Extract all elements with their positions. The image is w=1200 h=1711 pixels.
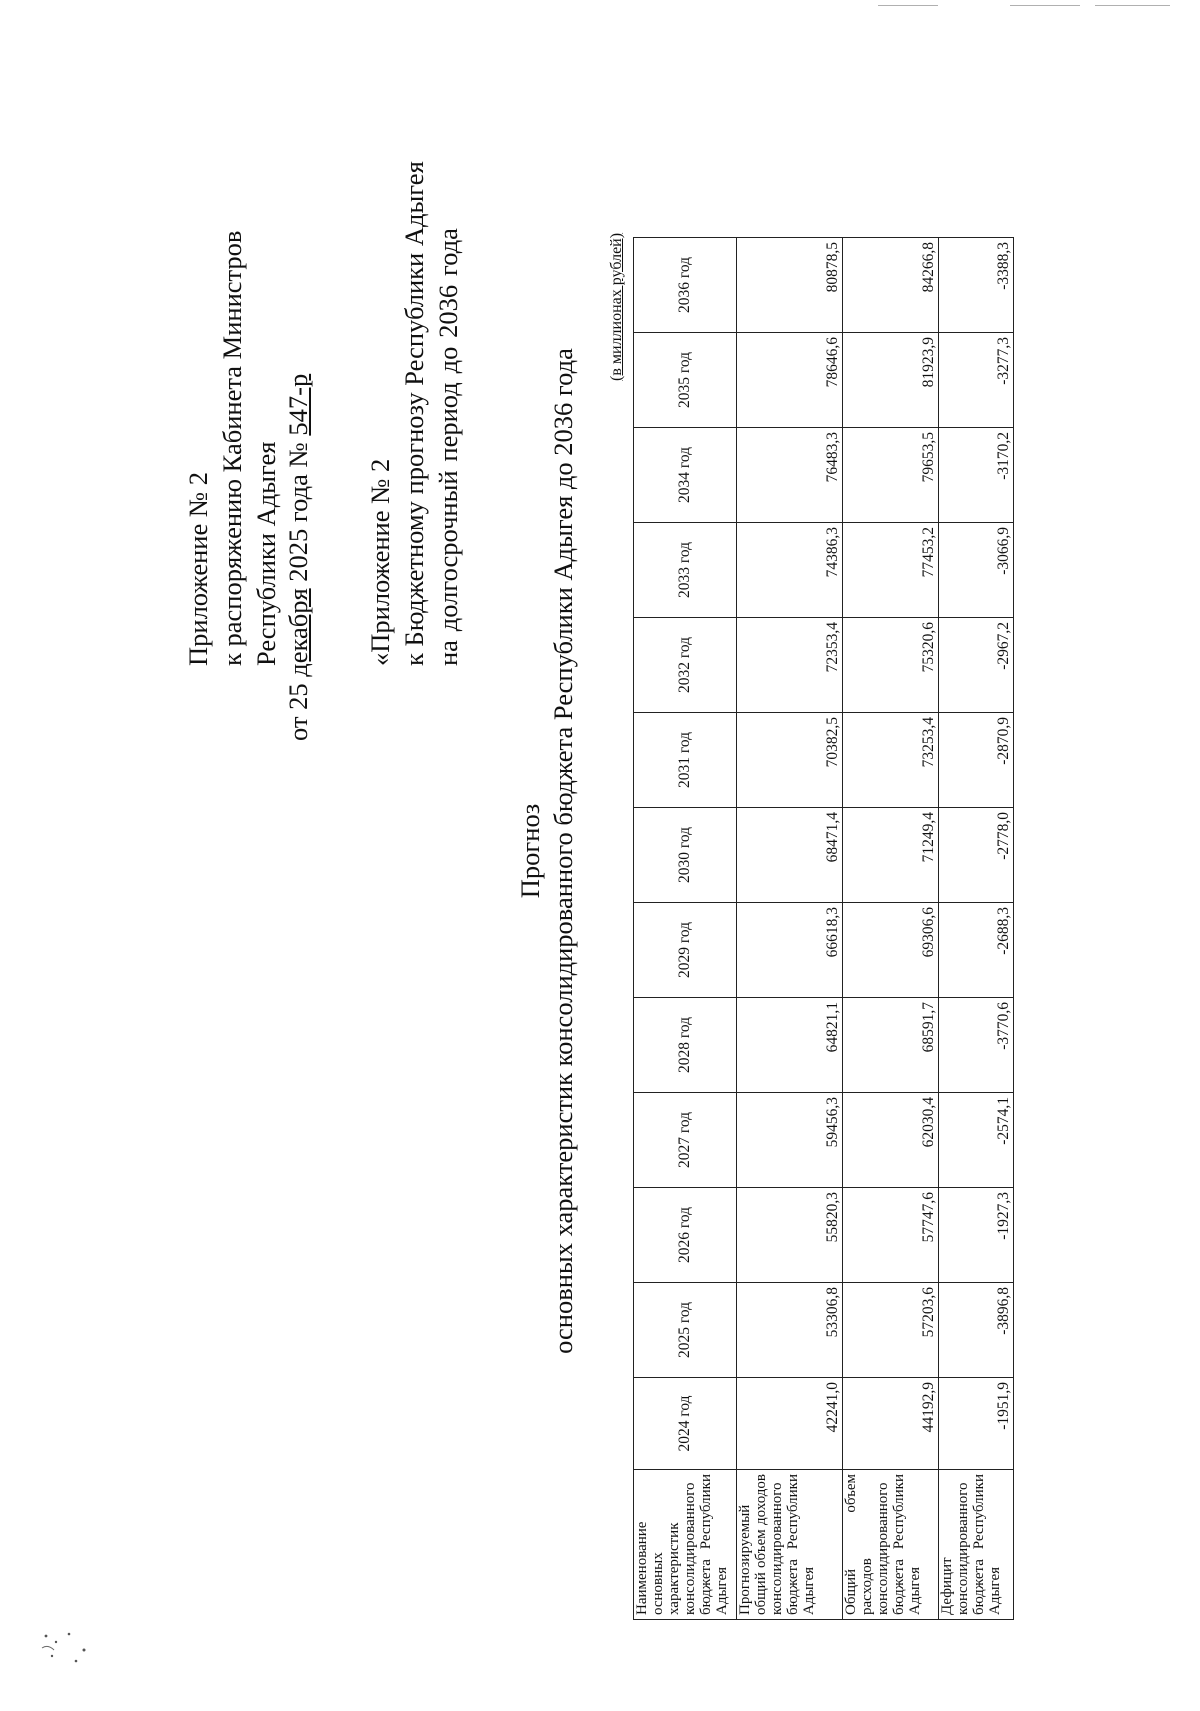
table-cell: 76483,3 bbox=[737, 428, 843, 523]
date-prefix: от bbox=[283, 716, 313, 741]
table-cell: -3388,3 bbox=[939, 238, 1014, 333]
table-cell: 75320,6 bbox=[843, 618, 939, 713]
order-number: 547-р bbox=[283, 373, 313, 436]
table-cell: 53306,8 bbox=[737, 1283, 843, 1378]
table-cell: -1951,9 bbox=[939, 1378, 1014, 1470]
table-cell: -3896,8 bbox=[939, 1283, 1014, 1378]
table-cell: 79653,5 bbox=[843, 428, 939, 523]
table-cell: 57747,6 bbox=[843, 1188, 939, 1283]
year-header: 2027 год bbox=[634, 1093, 737, 1188]
table-cell: -1927,3 bbox=[939, 1188, 1014, 1283]
table-cell: 70382,5 bbox=[737, 713, 843, 808]
table-row-revenue bbox=[737, 238, 843, 1620]
table-cell: 64821,1 bbox=[737, 998, 843, 1093]
year-header: 2034 год bbox=[634, 428, 737, 523]
table-cell: -3770,6 bbox=[939, 998, 1014, 1093]
units-note: (в миллионах рублей) bbox=[608, 232, 625, 381]
table-cell: -2778,0 bbox=[939, 808, 1014, 903]
table-cell: 62030,4 bbox=[843, 1093, 939, 1188]
year-header: 2026 год bbox=[634, 1188, 737, 1283]
row-label: Дефицит консолидированного бюджета Республики Адыгея bbox=[939, 1470, 1014, 1620]
table-row-expenses bbox=[843, 238, 939, 1620]
table-cell: -3277,3 bbox=[939, 333, 1014, 428]
table-cell: 71249,4 bbox=[843, 808, 939, 903]
quote-appendix-forecast-line: к Бюджетному прогнозу Республики Адыгея bbox=[399, 161, 429, 666]
table-cell: 68591,7 bbox=[843, 998, 939, 1093]
table-cell: -3066,9 bbox=[939, 523, 1014, 618]
period-word: на bbox=[433, 640, 463, 666]
year-header: 2029 год bbox=[634, 903, 737, 998]
forecast-table bbox=[633, 237, 1014, 1620]
period-word: 2036 bbox=[433, 284, 463, 338]
table-cell: -2967,2 bbox=[939, 618, 1014, 713]
table-cell: 66618,3 bbox=[737, 903, 843, 998]
period-word: до bbox=[433, 346, 463, 374]
appendix-date-line bbox=[285, 374, 312, 741]
table-cell: 59456,3 bbox=[737, 1093, 843, 1188]
year-header: 2028 год bbox=[634, 998, 737, 1093]
table-cell: 81923,9 bbox=[843, 333, 939, 428]
table-cell: 44192,9 bbox=[843, 1378, 939, 1470]
table-cell: 84266,8 bbox=[843, 238, 939, 333]
forecast-subtitle: основных характеристик консолидированного бюджета Республики Адыгея до 2036 года bbox=[548, 348, 578, 1354]
header-label-cell: Наименование основных характеристик консолидированного бюджета Республики Адыгея bbox=[634, 1470, 737, 1620]
table-cell: 78646,6 bbox=[737, 333, 843, 428]
appendix-title: Приложение № 2 bbox=[183, 471, 213, 666]
table-cell: 69306,6 bbox=[843, 903, 939, 998]
period-word: долгосрочный bbox=[433, 470, 463, 632]
table-cell: -3170,2 bbox=[939, 428, 1014, 523]
table-cell: 55820,3 bbox=[737, 1188, 843, 1283]
table-cell: 72353,4 bbox=[737, 618, 843, 713]
table-row-deficit bbox=[939, 238, 1014, 1620]
year-header: 2024 год bbox=[634, 1378, 737, 1470]
table-cell: 80878,5 bbox=[737, 238, 843, 333]
row-label: Прогнозируемый общий объем доходов консолидированного бюджета Республики Адыгея bbox=[737, 1470, 843, 1620]
year-header: 2033 год bbox=[634, 523, 737, 618]
table-cell: -2574,1 bbox=[939, 1093, 1014, 1188]
date-rest: 2025 года № bbox=[283, 442, 313, 582]
year-header: 2030 год bbox=[634, 808, 737, 903]
table-cell: 73253,4 bbox=[843, 713, 939, 808]
table-cell: -2870,9 bbox=[939, 713, 1014, 808]
table-cell: -2688,3 bbox=[939, 903, 1014, 998]
appendix-order-line: к распоряжению Кабинета Министров bbox=[217, 230, 247, 666]
table-cell: 42241,0 bbox=[737, 1378, 843, 1470]
date-day: 25 bbox=[283, 683, 313, 710]
forecast-title: Прогноз bbox=[515, 803, 545, 899]
row-label: Общий объем расходов консолидированного бюджета Республики Адыгея bbox=[843, 1470, 939, 1620]
table-cell: 77453,2 bbox=[843, 523, 939, 618]
year-header: 2036 год bbox=[634, 238, 737, 333]
quote-appendix-period-line bbox=[435, 228, 462, 666]
year-header: 2031 год bbox=[634, 713, 737, 808]
table-cell: 74386,3 bbox=[737, 523, 843, 618]
table-header-row bbox=[634, 238, 737, 1620]
appendix-republic-line: Республики Адыгея bbox=[251, 441, 281, 666]
year-header: 2032 год bbox=[634, 618, 737, 713]
quote-appendix-title: «Приложение № 2 bbox=[365, 458, 395, 666]
period-word: года bbox=[433, 228, 463, 276]
year-header: 2025 год bbox=[634, 1283, 737, 1378]
period-word: период bbox=[433, 382, 463, 462]
date-month: декабря bbox=[283, 588, 313, 677]
table-cell: 57203,6 bbox=[843, 1283, 939, 1378]
table-cell: 68471,4 bbox=[737, 808, 843, 903]
year-header: 2035 год bbox=[634, 333, 737, 428]
